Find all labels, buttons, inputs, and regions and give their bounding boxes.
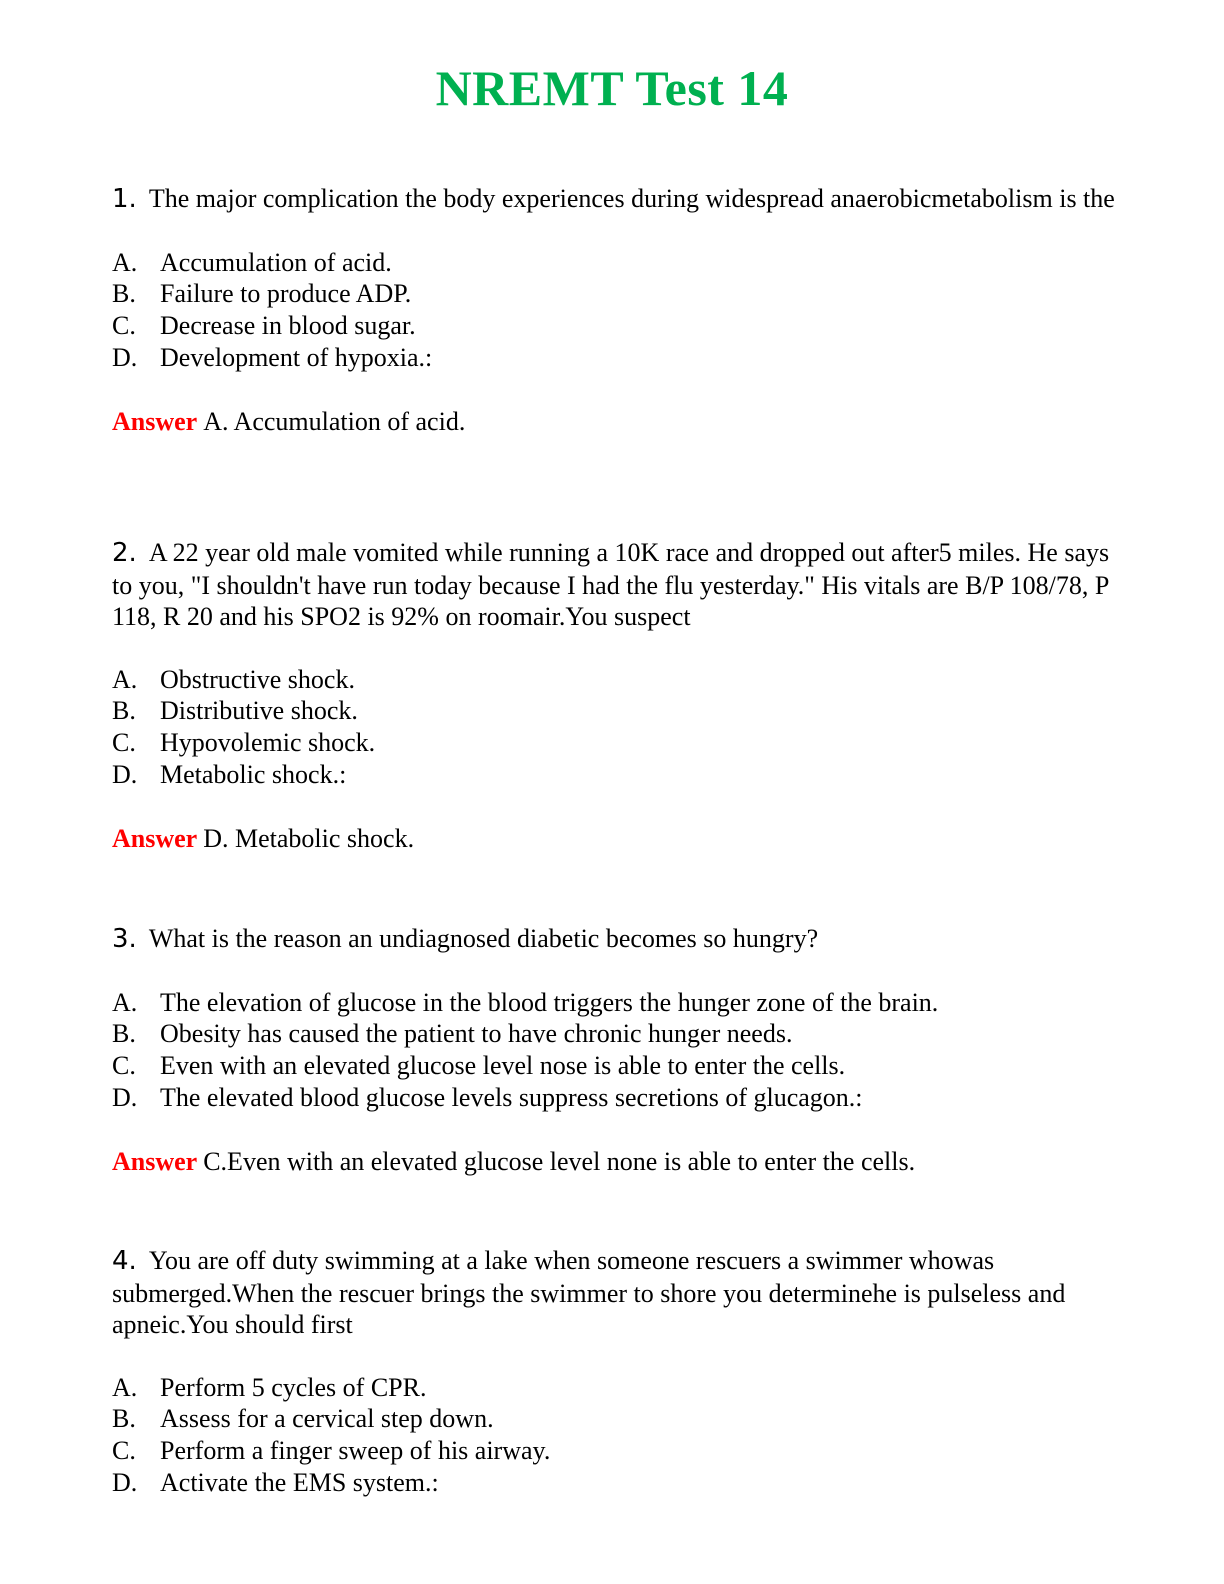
answer-text: C.Even with an elevated glucose level none is able to enter the cells. bbox=[203, 1146, 916, 1176]
question-number: 4. bbox=[112, 1246, 137, 1276]
answer-label: Answer bbox=[112, 406, 198, 436]
option-d: D. The elevated blood glucose levels suppress secretions of glucagon.: bbox=[112, 1082, 863, 1112]
answer-options bbox=[112, 1372, 1122, 1499]
question-text: 1. The major complication the body experiences during widespread anaerobicmetabolism is the bbox=[112, 184, 1115, 214]
question-4 bbox=[112, 1245, 1122, 1499]
answer-options bbox=[112, 247, 1122, 374]
option-c: C. Hypovolemic shock. bbox=[112, 728, 376, 758]
answer-line bbox=[112, 1146, 1122, 1178]
answer-text: D. Metabolic shock. bbox=[203, 823, 415, 853]
page-title: NREMT Test 14 bbox=[435, 60, 789, 116]
answer-text: A. Accumulation of acid. bbox=[203, 406, 466, 436]
question-2 bbox=[112, 537, 1122, 855]
option-a: A. The elevation of glucose in the blood triggers the hunger zone of the brain. bbox=[112, 987, 939, 1017]
option-d: D. Development of hypoxia.: bbox=[112, 342, 433, 372]
option-c: C. Perform a finger sweep of his airway. bbox=[112, 1436, 551, 1466]
answer-label: Answer bbox=[112, 823, 198, 853]
question-number: 2. bbox=[112, 538, 137, 568]
answer-line bbox=[112, 406, 1122, 438]
question-3 bbox=[112, 923, 1122, 1178]
option-a: A. Perform 5 cycles of CPR. bbox=[112, 1372, 427, 1402]
answer-options bbox=[112, 664, 1122, 791]
option-a: A. Accumulation of acid. bbox=[112, 247, 392, 277]
option-a: A. Obstructive shock. bbox=[112, 664, 355, 694]
question-number: 3. bbox=[112, 924, 137, 954]
question-text: 3. What is the reason an undiagnosed diabetic becomes so hungry? bbox=[112, 924, 819, 954]
option-b: B. Assess for a cervical step down. bbox=[112, 1404, 494, 1434]
question-1 bbox=[112, 183, 1122, 438]
option-d: D. Activate the EMS system.: bbox=[112, 1467, 439, 1497]
question-text: 4. You are off duty swimming at a lake when someone rescuers a swimmer whowas submerged.When the rescuer brings the swimmer to shore you determinehe is pulseless and apneic.You should first bbox=[112, 1246, 1066, 1339]
answer-line bbox=[112, 823, 1122, 855]
question-number: 1. bbox=[112, 184, 137, 214]
option-c: C. Decrease in blood sugar. bbox=[112, 311, 416, 341]
option-b: B. Obesity has caused the patient to have chronic hunger needs. bbox=[112, 1019, 793, 1049]
option-d: D. Metabolic shock.: bbox=[112, 759, 347, 789]
option-c: C. Even with an elevated glucose level nose is able to enter the cells. bbox=[112, 1051, 846, 1081]
question-text: 2. A 22 year old male vomited while running a 10K race and dropped out after5 miles. He says to you, "I shouldn't have run today because I had the flu yesterday." His vitals are B/P 108/78, P 118, R 20 and his SPO2 is 92% on roomair.You suspect bbox=[112, 538, 1110, 631]
answer-label: Answer bbox=[112, 1146, 198, 1176]
answer-options bbox=[112, 987, 1122, 1114]
option-b: B. Failure to produce ADP. bbox=[112, 279, 412, 309]
option-b: B. Distributive shock. bbox=[112, 696, 358, 726]
